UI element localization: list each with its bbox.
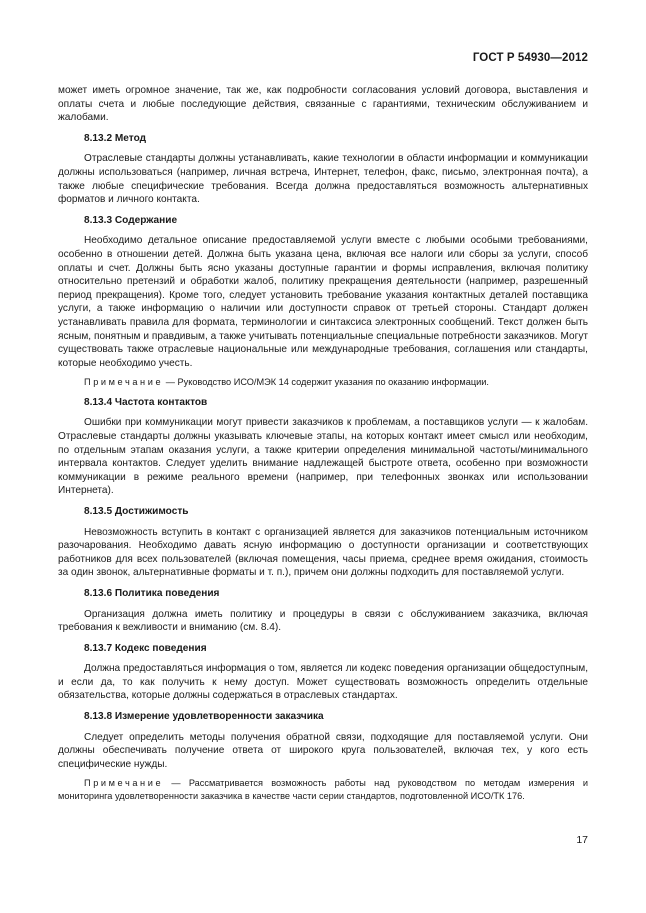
section-paragraph: Должна предоставляться информация о том, является ли кодекс поведения организации общедоступным, и если да, то как получить к нему доступ. Может существовать возможность определить отдельные обязательства, которые должны содержаться в отраслевых стандартах. — [58, 663, 588, 702]
section-8-13-4 — [58, 396, 588, 498]
section-paragraph: Ошибки при коммуникации могут привести заказчиков к проблемам, а поставщиков услуги — к жалобам. Отраслевые стандарты должны указывать ключевые этапы, на которых контакт имеет смысл или необходим, по отдельным этапам оказания услуги, а также критерии определения минимальной частоты/минимального интервала контактов. Следует уделить внимание надлежащей быстроте ответа, особенно при возможности коммуникации в режиме реального времени (например, при телефонных звонках или использовании Интернета). — [58, 417, 588, 497]
section-8-13-3 — [58, 214, 588, 389]
section-paragraph: Невозможность вступить в контакт с организацией является для заказчиков потенциальным источником разочарования. Необходимо давать ясную информацию о доступности организации и соответствующих работников для всех пользователей (включая помещения, часы приема, среднее время ожидания, стоимость за один звонок, альтернативные форматы и т. п.), причем они должны подходить для поставляемой услуги. — [58, 526, 588, 579]
page-number: 17 — [576, 834, 588, 846]
section-title: 8.13.6 Политика поведения — [84, 587, 220, 599]
section-8-13-8 — [58, 710, 588, 802]
section-paragraph: Необходимо детальное описание предоставляемой услуги вместе с любыми особыми требованиями, особенно в отношении детей. Должна быть указана цена, включая все налоги или сборы за услуги, способ оплаты и счет. Должны быть ясно указаны доступные гарантии и формы исправления, включая политику относительно претензий и обработки жалоб, политику прекращения деятельности (например, разрешенный период прекращения). Кроме того, следует установить требование указания контактных деталей поставщика услуги, а также информацию о наличии или доступности справок от третьей стороны. Стандарт должен устанавливать правила для формата, терминологии и синтаксиса электронных сообщений. Текст должен быть ясным, понятным и правдивым, а также учитывать потенциальные специальные потребности заказчиков. Могут существовать также отраслевые национальные или международные требования, соглашения или стандарты, которые необходимо учесть. — [58, 235, 588, 369]
note-label: Примечание — [84, 377, 164, 388]
section-title: 8.13.8 Измерение удовлетворенности заказчика — [84, 711, 324, 723]
doc-id: ГОСТ Р 54930—2012 — [472, 52, 588, 64]
note — [58, 376, 588, 389]
section-title: 8.13.2 Метод — [84, 132, 147, 144]
section-paragraph: Отраслевые стандарты должны устанавливать, какие технологии в области информации и коммуникации должны использоваться (например, личная встреча, Интернет, телефон, факс, письмо, электронная почта), а также любые специфические требования. Всегда должна предоставляться возможность альтернативных форматов и личного контакта. — [58, 153, 588, 206]
note-label: Примечание — [84, 778, 164, 789]
note-text: — Рассматривается возможность работы над руководством по методам измерения и мониторинга удовлетворенности заказчика в качестве части серии стандартов, подготовленной ИСО/ТК 176. — [58, 778, 588, 801]
section-title: 8.13.4 Частота контактов — [84, 396, 208, 408]
section-title: 8.13.5 Достижимость — [84, 505, 189, 517]
note — [58, 777, 588, 802]
section-title: 8.13.7 Кодекс поведения — [84, 642, 207, 654]
section-title: 8.13.3 Содержание — [84, 214, 178, 226]
section-paragraph: Следует определить методы получения обратной связи, подходящие для поставляемой услуги. Они должны обеспечивать получение ответа от широкого круга пользователей, включая тех, у кого есть специфические нужды. — [58, 731, 588, 770]
section-8-13-6 — [58, 587, 588, 635]
section-8-13-5 — [58, 505, 588, 580]
note-text: — Руководство ИСО/МЭК 14 содержит указания по оказанию информации. — [163, 377, 489, 388]
section-paragraph: Организация должна иметь политику и процедуры в связи с обслуживанием заказчика, включая требования к вежливости и вниманию (см. 8.4). — [58, 608, 588, 634]
section-8-13-2 — [58, 132, 588, 207]
section-8-13-7 — [58, 642, 588, 703]
document-body — [58, 84, 588, 804]
document-header — [473, 52, 588, 64]
intro-paragraph: может иметь огромное значение, так же, как подробности согласования условий договора, выставления и оплаты счета и любые последующие действия, связанные с гарантиями, техническим обслуживанием и жалобами. — [58, 85, 588, 124]
